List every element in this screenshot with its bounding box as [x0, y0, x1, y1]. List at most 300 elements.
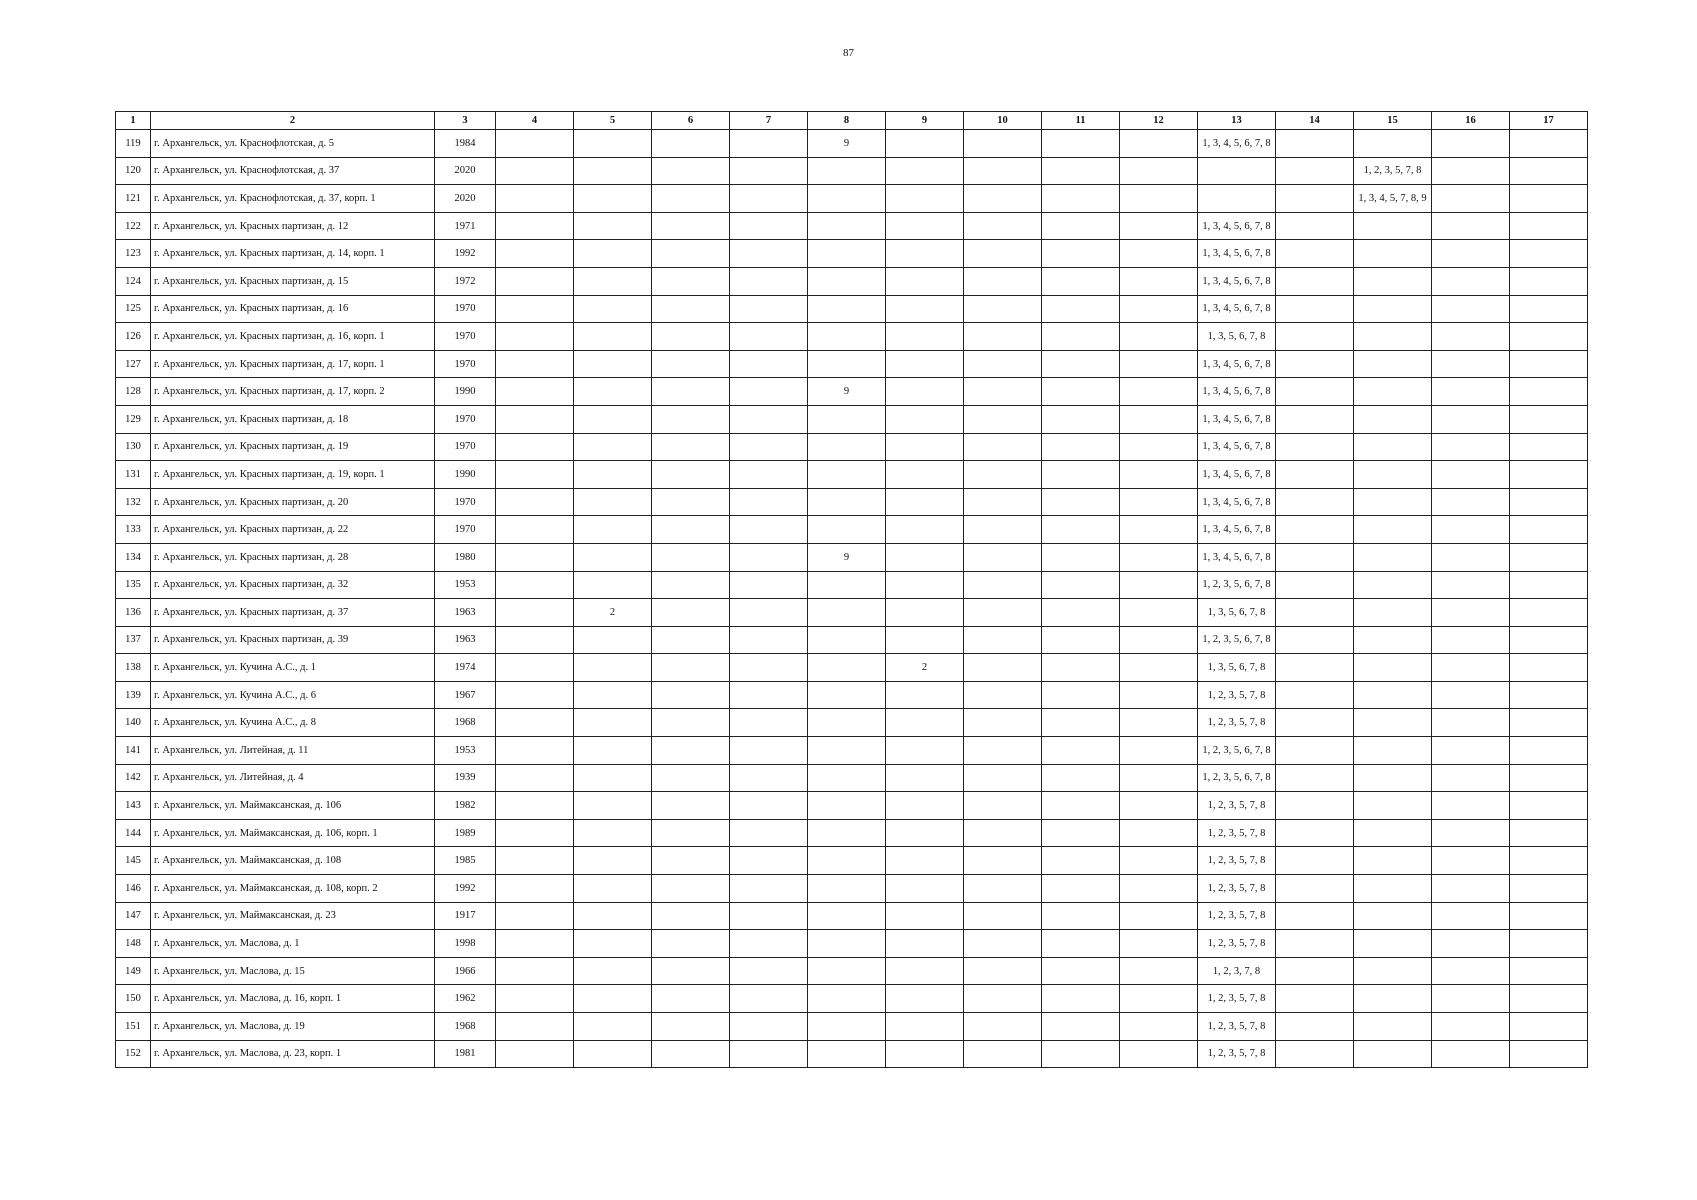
- table-cell: [808, 930, 886, 958]
- table-cell: [1120, 350, 1198, 378]
- table-cell: [1042, 985, 1120, 1013]
- year-cell: 1953: [435, 571, 496, 599]
- table-cell: [496, 847, 574, 875]
- table-row: [116, 930, 1588, 958]
- table-cell: [964, 1013, 1042, 1041]
- table-cell: [886, 792, 964, 820]
- year-cell: 1970: [435, 516, 496, 544]
- address-cell: г. Архангельск, ул. Краснофлотская, д. 37: [151, 157, 435, 185]
- address-cell: г. Архангельск, ул. Маймаксанская, д. 108: [151, 847, 435, 875]
- column-header-2: 2: [151, 112, 435, 130]
- year-cell: 1992: [435, 240, 496, 268]
- table-cell: [1432, 902, 1510, 930]
- table-cell: [1120, 323, 1198, 351]
- table-cell: [730, 792, 808, 820]
- table-cell: [496, 350, 574, 378]
- table-cell: [652, 626, 730, 654]
- table-cell: [1510, 709, 1588, 737]
- table-row: [116, 295, 1588, 323]
- table-cell: [1042, 847, 1120, 875]
- table-cell: [1510, 240, 1588, 268]
- table-cell: [1354, 764, 1432, 792]
- table-cell: [1042, 212, 1120, 240]
- table-cell: [652, 267, 730, 295]
- table-cell: [1354, 488, 1432, 516]
- row-number-cell: 144: [116, 819, 151, 847]
- year-cell: 1970: [435, 405, 496, 433]
- table-cell: [886, 405, 964, 433]
- address-cell: г. Архангельск, ул. Красных партизан, д. 17, корп. 1: [151, 350, 435, 378]
- table-cell: [1042, 295, 1120, 323]
- table-cell: [886, 709, 964, 737]
- table-cell: [964, 240, 1042, 268]
- table-cell: [652, 240, 730, 268]
- column-header-12: 12: [1120, 112, 1198, 130]
- table-cell: [808, 819, 886, 847]
- column-header-16: 16: [1432, 112, 1510, 130]
- table-cell: [496, 240, 574, 268]
- table-cell: [1042, 957, 1120, 985]
- table-row: [116, 985, 1588, 1013]
- column-header-14: 14: [1276, 112, 1354, 130]
- table-cell: [1120, 902, 1198, 930]
- table-cell: [1276, 130, 1354, 158]
- table-cell: 1, 3, 4, 5, 6, 7, 8: [1198, 461, 1276, 489]
- table-cell: [652, 819, 730, 847]
- table-cell: [1042, 433, 1120, 461]
- table-cell: [1510, 130, 1588, 158]
- table-cell: [1120, 405, 1198, 433]
- table-cell: [886, 323, 964, 351]
- row-number-cell: 137: [116, 626, 151, 654]
- table-cell: [496, 709, 574, 737]
- table-cell: 1, 3, 4, 5, 6, 7, 8: [1198, 405, 1276, 433]
- table-cell: [1276, 212, 1354, 240]
- table-cell: [496, 875, 574, 903]
- year-cell: 1970: [435, 433, 496, 461]
- table-cell: [574, 1013, 652, 1041]
- table-cell: [652, 543, 730, 571]
- table-cell: [496, 295, 574, 323]
- table-cell: [808, 626, 886, 654]
- table-row: [116, 709, 1588, 737]
- table-row: [116, 433, 1588, 461]
- table-cell: [964, 957, 1042, 985]
- table-cell: [730, 543, 808, 571]
- address-cell: г. Архангельск, ул. Красных партизан, д. 20: [151, 488, 435, 516]
- table-cell: [886, 130, 964, 158]
- table-cell: [496, 267, 574, 295]
- row-number-cell: 120: [116, 157, 151, 185]
- row-number-cell: 146: [116, 875, 151, 903]
- table-cell: [1042, 930, 1120, 958]
- table-cell: [730, 819, 808, 847]
- table-cell: [1042, 681, 1120, 709]
- table-cell: [1432, 157, 1510, 185]
- table-cell: [1432, 516, 1510, 544]
- table-cell: [1042, 792, 1120, 820]
- table-cell: [574, 433, 652, 461]
- table-row: [116, 819, 1588, 847]
- table-cell: [730, 130, 808, 158]
- address-cell: г. Архангельск, ул. Кучина А.С., д. 8: [151, 709, 435, 737]
- table-cell: [964, 847, 1042, 875]
- row-number-cell: 135: [116, 571, 151, 599]
- table-cell: [1276, 185, 1354, 213]
- table-header-row: [116, 112, 1588, 130]
- table-cell: [808, 267, 886, 295]
- table-cell: [1120, 378, 1198, 406]
- table-cell: [1042, 323, 1120, 351]
- address-cell: г. Архангельск, ул. Маймаксанская, д. 108, корп. 2: [151, 875, 435, 903]
- table-cell: [886, 875, 964, 903]
- table-row: [116, 378, 1588, 406]
- table-cell: [1432, 378, 1510, 406]
- table-cell: [1432, 240, 1510, 268]
- year-cell: 1992: [435, 875, 496, 903]
- table-cell: [1120, 130, 1198, 158]
- table-cell: [1354, 654, 1432, 682]
- table-cell: 1, 3, 4, 5, 6, 7, 8: [1198, 378, 1276, 406]
- table-cell: [652, 902, 730, 930]
- table-cell: [886, 930, 964, 958]
- year-cell: 1963: [435, 626, 496, 654]
- table-cell: [1276, 985, 1354, 1013]
- table-cell: [574, 930, 652, 958]
- table-cell: [1354, 516, 1432, 544]
- table-cell: [1510, 985, 1588, 1013]
- table-cell: 1, 3, 4, 5, 6, 7, 8: [1198, 543, 1276, 571]
- table-cell: [652, 709, 730, 737]
- table-row: [116, 130, 1588, 158]
- table-cell: [808, 654, 886, 682]
- table-cell: [652, 378, 730, 406]
- table-cell: [730, 902, 808, 930]
- table-cell: [1432, 267, 1510, 295]
- table-cell: [1276, 240, 1354, 268]
- table-cell: [808, 681, 886, 709]
- year-cell: 1967: [435, 681, 496, 709]
- table-cell: [886, 681, 964, 709]
- table-cell: [964, 819, 1042, 847]
- table-cell: [574, 295, 652, 323]
- table-cell: [1354, 543, 1432, 571]
- table-cell: [1354, 212, 1432, 240]
- table-cell: [1510, 185, 1588, 213]
- table-cell: [1042, 1040, 1120, 1068]
- table-cell: [1042, 350, 1120, 378]
- table-cell: [730, 599, 808, 627]
- table-row: [116, 350, 1588, 378]
- row-number-cell: 141: [116, 737, 151, 765]
- table-cell: 2: [574, 599, 652, 627]
- table-cell: [1042, 543, 1120, 571]
- table-cell: [1276, 516, 1354, 544]
- table-row: [116, 847, 1588, 875]
- table-cell: [574, 571, 652, 599]
- table-cell: [1120, 847, 1198, 875]
- table-row: [116, 737, 1588, 765]
- table-cell: [886, 847, 964, 875]
- table-cell: [1354, 709, 1432, 737]
- table-cell: [1432, 130, 1510, 158]
- table-cell: [574, 819, 652, 847]
- table-cell: [1354, 792, 1432, 820]
- table-cell: [1510, 433, 1588, 461]
- table-cell: [1354, 902, 1432, 930]
- table-cell: 1, 2, 3, 5, 7, 8: [1198, 819, 1276, 847]
- table-cell: [574, 792, 652, 820]
- table-cell: [886, 764, 964, 792]
- table-cell: [964, 405, 1042, 433]
- table-cell: [496, 323, 574, 351]
- table-cell: [1432, 1013, 1510, 1041]
- table-row: [116, 599, 1588, 627]
- address-cell: г. Архангельск, ул. Краснофлотская, д. 37, корп. 1: [151, 185, 435, 213]
- table-cell: [730, 985, 808, 1013]
- table-cell: [1276, 295, 1354, 323]
- table-row: [116, 681, 1588, 709]
- table-cell: [1510, 957, 1588, 985]
- year-cell: 1985: [435, 847, 496, 875]
- table-cell: [1510, 737, 1588, 765]
- table-cell: [1510, 902, 1588, 930]
- table-cell: [886, 433, 964, 461]
- table-cell: [652, 350, 730, 378]
- row-number-cell: 142: [116, 764, 151, 792]
- table-cell: [574, 130, 652, 158]
- table-cell: [730, 157, 808, 185]
- table-cell: [964, 985, 1042, 1013]
- address-cell: г. Архангельск, ул. Кучина А.С., д. 6: [151, 681, 435, 709]
- table-cell: [808, 157, 886, 185]
- address-cell: г. Архангельск, ул. Красных партизан, д. 19: [151, 433, 435, 461]
- table-cell: [1120, 654, 1198, 682]
- table-cell: [1276, 847, 1354, 875]
- table-cell: [730, 433, 808, 461]
- table-cell: [652, 433, 730, 461]
- table-cell: [964, 875, 1042, 903]
- table-cell: [808, 433, 886, 461]
- table-cell: [886, 737, 964, 765]
- table-cell: [808, 185, 886, 213]
- column-header-5: 5: [574, 112, 652, 130]
- address-cell: г. Архангельск, ул. Красных партизан, д. 16: [151, 295, 435, 323]
- table-cell: 1, 3, 4, 5, 6, 7, 8: [1198, 130, 1276, 158]
- row-number-cell: 129: [116, 405, 151, 433]
- row-number-cell: 134: [116, 543, 151, 571]
- table-cell: [1510, 681, 1588, 709]
- table-cell: [1276, 681, 1354, 709]
- address-cell: г. Архангельск, ул. Кучина А.С., д. 1: [151, 654, 435, 682]
- table-cell: [1276, 433, 1354, 461]
- table-cell: [886, 626, 964, 654]
- table-cell: [1120, 875, 1198, 903]
- table-cell: [1276, 488, 1354, 516]
- table-cell: [652, 488, 730, 516]
- row-number-cell: 128: [116, 378, 151, 406]
- table-cell: [496, 902, 574, 930]
- year-cell: 1972: [435, 267, 496, 295]
- table-cell: [496, 488, 574, 516]
- table-cell: [1432, 543, 1510, 571]
- table-cell: [496, 378, 574, 406]
- table-cell: [1354, 571, 1432, 599]
- table-cell: 1, 2, 3, 5, 7, 8: [1198, 875, 1276, 903]
- row-number-cell: 139: [116, 681, 151, 709]
- address-cell: г. Архангельск, ул. Маймаксанская, д. 106: [151, 792, 435, 820]
- table-row: [116, 1040, 1588, 1068]
- address-cell: г. Архангельск, ул. Маслова, д. 19: [151, 1013, 435, 1041]
- page-number: 87: [843, 47, 854, 59]
- table-cell: [574, 157, 652, 185]
- table-cell: [1120, 792, 1198, 820]
- table-cell: 1, 3, 5, 6, 7, 8: [1198, 323, 1276, 351]
- table-cell: 9: [808, 130, 886, 158]
- table-cell: [1042, 737, 1120, 765]
- table-cell: [1432, 626, 1510, 654]
- table-cell: [730, 1013, 808, 1041]
- table-cell: [574, 957, 652, 985]
- table-cell: [496, 737, 574, 765]
- table-cell: 1, 3, 5, 6, 7, 8: [1198, 654, 1276, 682]
- table-cell: [1354, 626, 1432, 654]
- table-cell: [1432, 957, 1510, 985]
- year-cell: 1939: [435, 764, 496, 792]
- table-cell: [1120, 157, 1198, 185]
- column-header-11: 11: [1042, 112, 1120, 130]
- table-cell: [730, 571, 808, 599]
- table-cell: [964, 323, 1042, 351]
- table-cell: [496, 130, 574, 158]
- table-cell: [574, 405, 652, 433]
- table-cell: [1432, 875, 1510, 903]
- table-cell: [808, 764, 886, 792]
- address-cell: г. Архангельск, ул. Красных партизан, д. 12: [151, 212, 435, 240]
- table-cell: 1, 2, 3, 5, 6, 7, 8: [1198, 626, 1276, 654]
- table-cell: 1, 2, 3, 5, 7, 8: [1198, 902, 1276, 930]
- table-cell: [574, 985, 652, 1013]
- table-cell: [886, 599, 964, 627]
- table-cell: [730, 654, 808, 682]
- table-cell: [1510, 405, 1588, 433]
- table-cell: [1042, 599, 1120, 627]
- table-row: [116, 543, 1588, 571]
- table-cell: [574, 488, 652, 516]
- table-body: [116, 130, 1588, 1068]
- table-cell: [1432, 847, 1510, 875]
- table-cell: [886, 212, 964, 240]
- table-cell: [1354, 819, 1432, 847]
- table-cell: [1354, 737, 1432, 765]
- year-cell: 1970: [435, 488, 496, 516]
- table-cell: [1510, 654, 1588, 682]
- table-cell: [496, 599, 574, 627]
- table-cell: [1432, 792, 1510, 820]
- year-cell: 1970: [435, 295, 496, 323]
- column-header-17: 17: [1510, 112, 1588, 130]
- year-cell: 2020: [435, 157, 496, 185]
- table-cell: [1120, 626, 1198, 654]
- table-cell: [1354, 267, 1432, 295]
- table-cell: [886, 488, 964, 516]
- table-cell: [1510, 378, 1588, 406]
- table-cell: [964, 681, 1042, 709]
- table-cell: [730, 764, 808, 792]
- table-cell: [1042, 819, 1120, 847]
- table-cell: [1432, 819, 1510, 847]
- table-cell: [652, 212, 730, 240]
- table-cell: [1276, 157, 1354, 185]
- table-cell: [1510, 350, 1588, 378]
- row-number-cell: 131: [116, 461, 151, 489]
- table-cell: [1354, 957, 1432, 985]
- table-cell: [808, 571, 886, 599]
- address-cell: г. Архангельск, ул. Краснофлотская, д. 5: [151, 130, 435, 158]
- table-cell: 1, 3, 4, 5, 6, 7, 8: [1198, 488, 1276, 516]
- table-cell: [1276, 764, 1354, 792]
- table-cell: [964, 571, 1042, 599]
- table-cell: [1510, 930, 1588, 958]
- table-cell: [964, 267, 1042, 295]
- table-cell: [1276, 1013, 1354, 1041]
- table-cell: [652, 737, 730, 765]
- table-cell: [496, 405, 574, 433]
- table-cell: [808, 240, 886, 268]
- table-cell: [730, 957, 808, 985]
- year-cell: 1963: [435, 599, 496, 627]
- table-cell: [1432, 681, 1510, 709]
- table-cell: [1510, 599, 1588, 627]
- table-cell: [1276, 709, 1354, 737]
- table-cell: 1, 2, 3, 5, 7, 8: [1198, 985, 1276, 1013]
- table-cell: [1510, 323, 1588, 351]
- table-cell: [730, 212, 808, 240]
- table-cell: [574, 764, 652, 792]
- year-cell: 1974: [435, 654, 496, 682]
- table-cell: [1120, 488, 1198, 516]
- table-cell: [964, 488, 1042, 516]
- year-cell: 1968: [435, 1013, 496, 1041]
- table-cell: [496, 654, 574, 682]
- year-cell: 1982: [435, 792, 496, 820]
- table-cell: 1, 3, 4, 5, 6, 7, 8: [1198, 212, 1276, 240]
- table-cell: [1276, 405, 1354, 433]
- table-cell: [964, 626, 1042, 654]
- table-cell: [730, 516, 808, 544]
- table-cell: [1432, 985, 1510, 1013]
- table-cell: [1510, 1040, 1588, 1068]
- table-cell: [496, 543, 574, 571]
- table-cell: [1510, 295, 1588, 323]
- table-cell: [1432, 599, 1510, 627]
- table-cell: [886, 543, 964, 571]
- table-cell: [730, 405, 808, 433]
- table-cell: [886, 350, 964, 378]
- table-cell: [808, 737, 886, 765]
- table-cell: [1042, 902, 1120, 930]
- year-cell: 1980: [435, 543, 496, 571]
- table-row: [116, 267, 1588, 295]
- table-cell: [1510, 764, 1588, 792]
- table-cell: [1276, 378, 1354, 406]
- table-cell: [1510, 267, 1588, 295]
- table-cell: [886, 571, 964, 599]
- table-cell: [1276, 543, 1354, 571]
- table-cell: [1120, 571, 1198, 599]
- table-cell: [964, 378, 1042, 406]
- table-row: [116, 764, 1588, 792]
